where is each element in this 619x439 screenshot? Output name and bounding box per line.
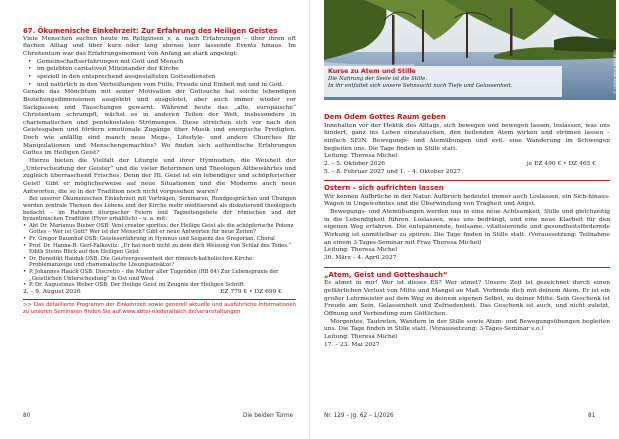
speaker-list <box>23 223 296 289</box>
photo-credit: © Ulrike Merz-KNA-Bild <box>612 50 617 94</box>
list-item: • P. Dr. Augustinus Weber OSB: Der Heilige Geist im Zeugnis der Heiligen Schrift <box>29 282 296 289</box>
course-description: Es atmet in mir! Wer ist dieses ES? Wer atmet? Unsere Zeit ist gezeichnet durch einen gefährlichen Verlust von Mitte und Mangel an Maß. Verbinde dich mit deinem Atem. Er ist ein großer Lehrmeister auf dem Weg zu deinem eigenen Selbst, zu deiner Mitte. Sein Geschenk ist Freude am Sein, Gelassenheit und Zufriedenheit. Das Geschenk ist auch, und nicht zuletzt, Öffnung und Verbindung zum Göttlichen. <box>324 280 610 317</box>
divider <box>324 267 610 268</box>
course-section <box>324 113 610 176</box>
right-page <box>310 0 619 439</box>
left-page <box>0 0 309 439</box>
body-paragraph: Bei unserer Ökumenischen Einkehrzeit mit Vorträgen, Seminaren, Rundgesprächen und Übungen werden zentrale Themen des Lebens und der Kirche mehr meditierend als diskutierend theologisch bedacht – im Rahmen liturgischer Feiern und Tagzeitengebete der römischen und der byzantinischen Tradition (Flyer erhältlich) – u. a. mit: <box>23 196 296 223</box>
course-leader: Leitung: Theresa Michel <box>324 247 398 254</box>
list-item: • Dr. Benedikt Haiduk OSB: Die Geistvergessenheit der römisch-katholischen Kirche: Problemanzeige und charismatische Lösungsansätze? <box>29 256 296 269</box>
caption-line: Die Nahrung der Seele ist die Stille. <box>328 75 428 82</box>
issue-info: Nr. 129 – Jg. 62 – 1/2026 <box>324 413 394 419</box>
course-section <box>324 184 610 263</box>
list-item: • Prof. Dr. Hanna-B. Gerl-Falkovitz: „Er hat noch nicht zu dem dich Weisung von Schlaf des Todes.“ Edith Steins Blick auf den Heiligen Geist <box>29 243 296 256</box>
course-title: Dem Odem Gottes Raum geben <box>324 113 446 121</box>
course-title: „Atem, Geist und Gotteshauch“ <box>324 270 448 279</box>
experience-list <box>23 59 296 90</box>
list-item: • P. Johannes Hauck OSB: Discretio – die Mutter aller Tugenden (RB 64) Zur Lebenspraxis der „Geistlichen Unterscheidung“ in Ost und West <box>29 269 296 282</box>
list-item: • Gemeinschaftserfahrungen mit Gott und Mensch <box>37 59 296 67</box>
program-note: >> Das detaillierte Programm der Einkehrzeit sowie generell aktuelle und ausführliche Informationen zu unseren Seminaren finden Sie auf www.abtei-niederaltaich.de/veranstaltungen <box>23 302 296 316</box>
course-title: Ostern – sich aufrichten lassen <box>324 184 444 193</box>
right-page-number: 81 <box>588 413 596 419</box>
event-dates: 2. – 9. August 2026 <box>23 288 81 295</box>
left-column <box>23 27 296 316</box>
course-description: Morgentee, Tautreten, Wandern in der Stille sowie Atem- und Bewegungsübungen begleiten uns. Die Tage finden in Stille statt. (Voraussetzung: 3-Tages-Seminar s.o.) <box>324 318 610 333</box>
einkehrzeit-heading: 67. Ökumenische Einkehrzeit: Zur Erfahrung des Heiligen Geistes <box>23 27 278 35</box>
course-leader: Leitung: Theresa Michel <box>324 153 398 160</box>
course-price: je EZ 490 € • DZ 465 € <box>526 160 596 167</box>
event-price: EZ 779 € • DZ 699 € <box>220 288 282 295</box>
date-price-row <box>324 161 610 169</box>
course-dates: 5. – 8. Februar 2027 und 1. – 4. Oktober 2027 <box>324 168 461 175</box>
course-description: Wir kennen Aufbrüche in der Natur. Aufbruch bedeutet immer auch Loslassen, ein Sich-hinaus-Wagen in Ungewohntes und die Überwindung von Trägheit und Angst. <box>324 193 610 208</box>
intro-paragraph: Viele Menschen suchen heute im Religiösen v. a. nach Erfahrungen – über ihren oft flachen Alltag und über kurz oder lang ebenso leer lassende Events hinaus. Im Christentum war das Erfahrungsmoment von Anfang an stark angelegt: <box>23 35 296 57</box>
caption-title: Kurse zu Atem und Stille <box>328 68 416 75</box>
caption-line: In ihr entfaltet sich unsere Sehnsucht nach Tiefe und Gelassenheit. <box>328 82 513 89</box>
divider <box>324 180 610 181</box>
course-dates: 2. – 5. Oktober 2026 <box>324 160 386 167</box>
right-column <box>324 113 610 353</box>
course-description: Innehalten vor der Hektik des Alltags, sich bewegen und bewegen lassen, loslassen, was uns hindert, ganz ins Leben einzutauchen, den heilenden Atem wirken und strömen lassen – einfach SEIN. Bewegungs- und Atemübungen und evtl. eine Wanderung im Schweigen begleiten uns. Die Tage finden in Stille statt. <box>324 122 610 152</box>
list-item: • und natürlich in den Verheißungen vom Fülle, Freude und Einheit mit und in Gott. <box>37 82 296 90</box>
list-item: • im gelebten caritativen Miteinander der Kirche <box>37 66 296 74</box>
body-paragraph: Gerade das Mönchtum mit seiner Motivation der Gottsuche hat solche lebendigen Beziehungsdimensionen ausgelebt und ausgelotet, aber auch immer wieder vor Sackgassen und Täuschungen gewarnt. Während heute das „alte, europäische“ Christentum schrumpft, wächst es in anderen Teilen der Welt, insbesondere in charismatischen und pentekostalen Strömungen. Diese streichen sich vor nach den Geistesgaben und fördern emotionale Zugänge über Musik und energische Predigten. Doch wie anfällig sind manch neue Mega-, Lifestyle- und andere Churches für Manipulationen und Menschengemachtes? Wo finden sich authentische Erfahrungen Gottes im Heiligen Geist? <box>23 89 296 157</box>
course-leader: Leitung: Theresa Michel <box>324 333 398 340</box>
list-item: • Fr. Gregor Baumhof OSB: Geisteserfahrung in Hymnus und Sequenz des Gregorian. Choral <box>29 236 296 243</box>
list-item: • Abt Dr. Marianus Bieber OSB: Veni creator spiritus: der Heilige Geist als die schöpferische Potenz Gottes – Wer ist Gott? Wer ist der Mensch? Gibt er neue Antworten für neue Zeiten? <box>29 223 296 236</box>
divider <box>23 299 296 300</box>
course-dates: 30. März – 4. April 2027 <box>324 255 397 262</box>
body-paragraph: Hierzu bieten die Vielfalt der Liturgie und ihrer Hymnodien, die Weisheit der „Unterscheidung der Geister“ und die vieler Beterinnen und Theologen Altbewährtes und zugleich überraschend Frisches. Denn der Hl. Geist ist ein lebendiger und schöpferischer Geist! Gibt er möglicherweise auf neue Situationen und die Moderne auch neue Antworten, die so in der Tradition noch nicht vorgesehen waren? <box>23 158 296 195</box>
left-page-number: 80 <box>23 413 31 419</box>
left-running-title: Die beiden Türme <box>243 413 294 419</box>
date-price-row <box>23 289 296 297</box>
course-section <box>324 271 610 350</box>
course-dates: 17. – 23. Mai 2027 <box>324 341 380 348</box>
list-item: • speziell in den entsprechend ausgestalteten Gottesdiensten <box>37 74 296 82</box>
course-description: Bewegungs- und Atemübungen werden uns in eine neue Achtsamkeit, Stille und gleichzeitig in die Lebendigkeit führen. Loslassen, was uns bedrängt, und eine neue Klarheit für den eigenen Weg erfahren. Die entspannende, heilsame, vitalisierende und gesundheitsfördernde Wirkung ist unmittelbar zu spüren. Die Tage finden in Stille statt. (Voraussetzung: Teilnahme an einem 3-Tages-Seminar mit Frau Theresa Michel) <box>324 209 610 246</box>
photo-caption <box>324 66 562 97</box>
